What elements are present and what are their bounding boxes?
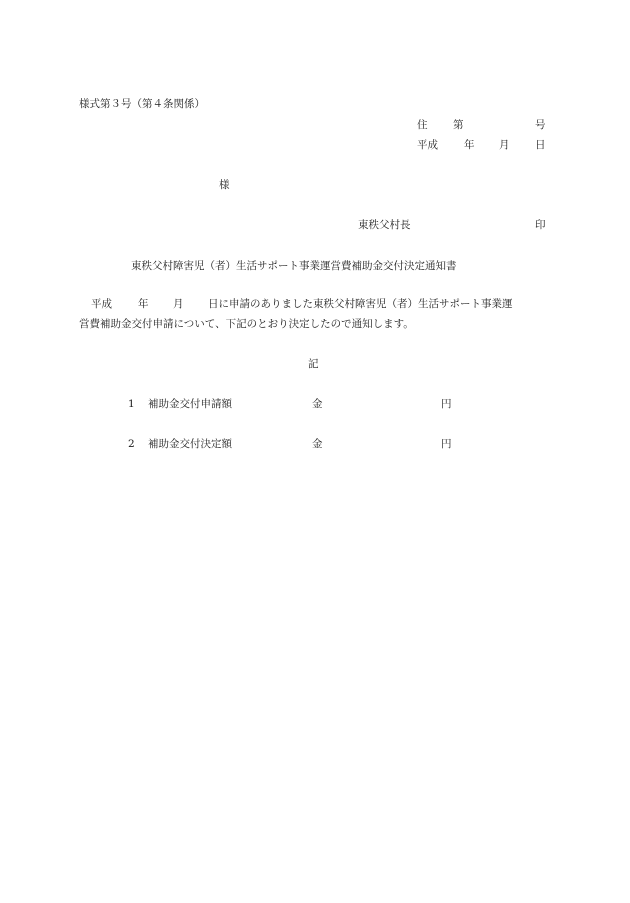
body-era: 平成 (91, 298, 112, 310)
form-label: 様式第３号（第４条関係） (79, 98, 205, 110)
date-month: 月 (499, 139, 510, 151)
body-text-line2: 営費補助金交付申請について、下記のとおり決定したので通知します。 (79, 318, 414, 330)
item-label: 補助金交付決定額 (148, 438, 232, 450)
body-text-line1: 日に申請のありました東秩父村障害児（者）生活サポート事業運 (208, 298, 513, 310)
item-yen: 円 (441, 398, 452, 410)
item-label: 補助金交付申請額 (148, 398, 232, 410)
addressee-suffix: 様 (219, 179, 230, 191)
document-title: 東秩父村障害児（者）生活サポート事業運営費補助金交付決定通知書 (131, 260, 457, 272)
item-yen: 円 (441, 438, 452, 450)
issuer-title: 東秩父村長 (358, 219, 411, 231)
ki-heading: 記 (308, 358, 319, 370)
item-kin: 金 (312, 398, 323, 410)
body-month: 月 (173, 298, 184, 310)
seal-mark: 印 (535, 219, 546, 231)
date-era: 平成 (417, 139, 438, 151)
doc-number-prefix: 住 (417, 119, 428, 131)
date-day: 日 (535, 139, 546, 151)
date-year: 年 (464, 139, 475, 151)
item-number: 2 (128, 438, 135, 450)
item-number: 1 (128, 398, 135, 410)
doc-number-dai: 第 (453, 119, 464, 131)
body-year: 年 (138, 298, 149, 310)
item-kin: 金 (312, 438, 323, 450)
doc-number-go: 号 (535, 119, 546, 131)
